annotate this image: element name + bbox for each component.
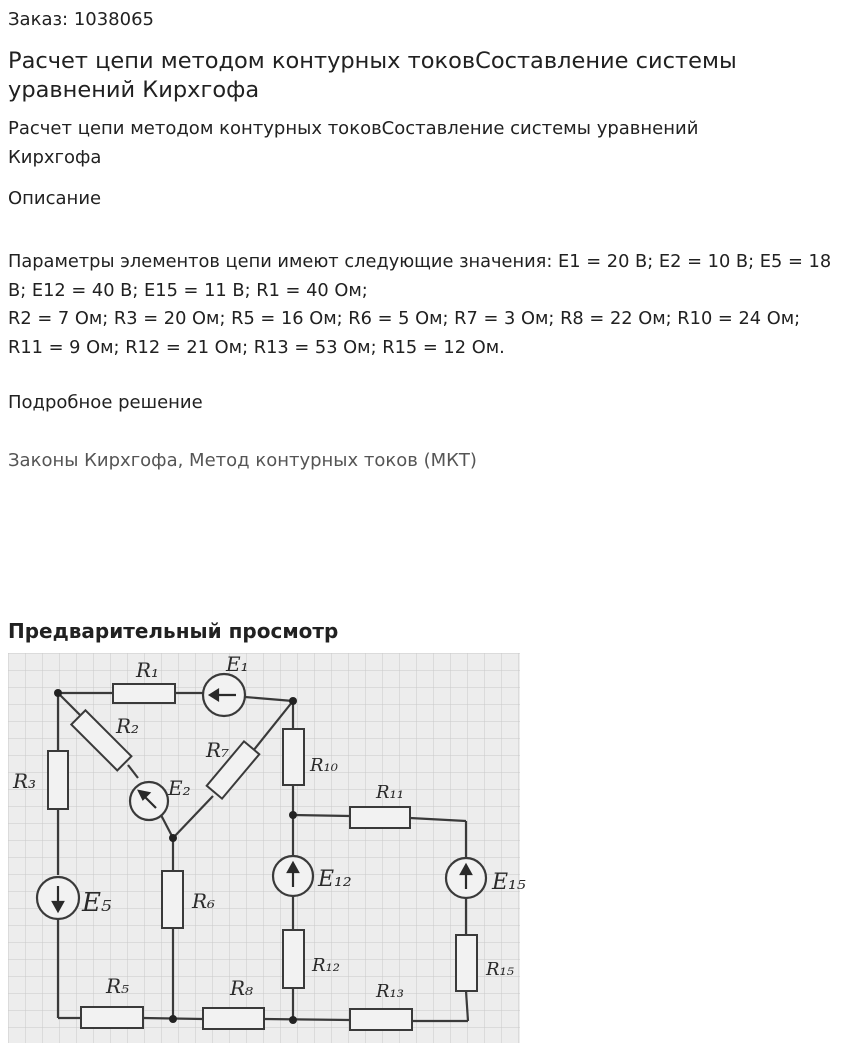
label-e12: E₁₂: [318, 867, 352, 892]
label-r6: R₆: [192, 889, 216, 913]
label-r11: R₁₁: [376, 782, 404, 803]
label-e15: E₁₅: [492, 870, 526, 895]
label-e2: E₂: [168, 776, 191, 800]
resistor-r1: [113, 684, 175, 703]
page-subtitle: Расчет цепи методом контурных токовСоставление системы уравнений Кирхгофа: [8, 118, 699, 168]
label-r10: R₁₀: [310, 755, 338, 776]
label-r1: R₁: [136, 658, 160, 682]
label-r12: R₁₂: [312, 955, 340, 976]
parameters-text: [8, 248, 833, 362]
circuit-diagram: [8, 652, 526, 1043]
solution-label: Подробное решение: [8, 392, 203, 413]
label-e1: E₁: [226, 652, 249, 676]
parameters-line-1: Параметры элементов цепи имеют следующие значения: E1 = 20 В; E2 = 10 В; E5 = 18 В; E12 = 40 В; E15 = 11 В; R1 = 40 Ом;: [8, 251, 832, 301]
label-r2: R₂: [116, 714, 140, 738]
label-r15: R₁₅: [486, 959, 514, 980]
resistor-r12: [283, 930, 304, 988]
resistor-r13: [350, 1009, 412, 1030]
preview-heading: Предварительный просмотр: [8, 619, 339, 643]
tags: Законы Кирхгофа, Метод контурных токов (МКТ): [8, 450, 477, 471]
resistor-r10: [283, 729, 304, 785]
label-r8: R₈: [230, 976, 254, 1000]
resistor-r8: [203, 1008, 264, 1029]
page-title: Расчет цепи методом контурных токовСоставление системы уравнений Кирхгофа: [8, 48, 737, 103]
order-number: Заказ: 1038065: [8, 9, 154, 30]
resistor-r11: [350, 807, 410, 828]
label-e5: E₅: [82, 888, 112, 918]
label-r3: R₃: [13, 769, 37, 793]
resistor-r5: [81, 1007, 143, 1028]
resistor-r3: [48, 751, 68, 809]
description-heading: Описание: [8, 188, 102, 209]
resistor-r6: [162, 871, 183, 928]
preview-image: [8, 652, 526, 1043]
resistor-r15: [456, 935, 477, 991]
label-r5: R₅: [106, 974, 130, 998]
label-r7: R₇: [206, 738, 230, 762]
label-r13: R₁₃: [376, 981, 404, 1002]
parameters-line-2: R2 = 7 Ом; R3 = 20 Ом; R5 = 16 Ом; R6 = 5 Ом; R7 = 3 Ом; R8 = 22 Ом; R10 = 24 Ом; R11 = 9 Ом; R12 = 21 Ом; R13 = 53 Ом; R15 = 12 Ом.: [8, 308, 801, 358]
